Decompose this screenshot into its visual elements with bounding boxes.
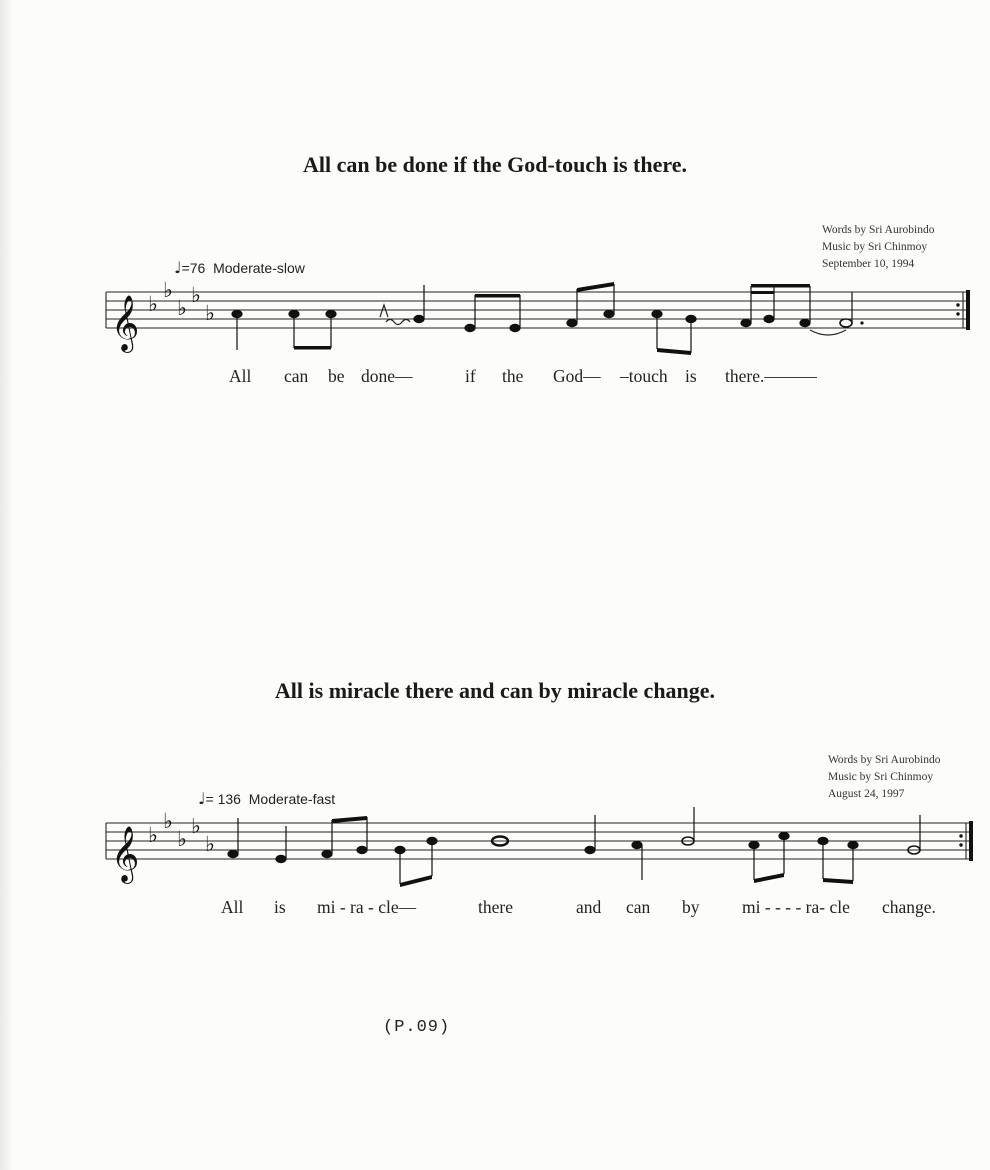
lyric-syllable: done— <box>361 366 413 386</box>
svg-text:♭: ♭ <box>148 823 158 847</box>
lyric-syllable: is <box>274 897 286 917</box>
svg-text:♭: ♭ <box>191 283 201 307</box>
svg-text:♭: ♭ <box>163 809 173 833</box>
music-credit: Music by Sri Chinmoy <box>828 771 934 783</box>
lyric-syllable: mi - - - - ra- cle <box>742 897 850 917</box>
words-credit: Words by Sri Aurobindo <box>828 754 941 766</box>
lyric-syllable: God— <box>553 366 601 386</box>
lyric-syllable: mi - ra - cle— <box>317 897 417 917</box>
lyric-syllable: –touch <box>620 366 668 386</box>
svg-text:♭: ♭ <box>148 292 158 316</box>
treble-clef-icon: 𝄞 <box>111 826 140 882</box>
treble-clef-icon: 𝄞 <box>111 295 140 351</box>
svg-text:♭: ♭ <box>205 832 215 856</box>
svg-text:♭: ♭ <box>205 301 215 325</box>
page-number: (P.09) <box>383 1018 451 1037</box>
svg-text:♭: ♭ <box>177 296 187 320</box>
song-title: All is miracle there and can by miracle change. <box>274 678 716 703</box>
lyric-syllable: by <box>682 897 700 917</box>
repeat-dot <box>959 834 962 837</box>
music-credit: Music by Sri Chinmoy <box>822 241 928 253</box>
song-title: All can be done if the God-touch is there. <box>303 152 687 177</box>
repeat-dot <box>959 843 962 846</box>
lyric-syllable: there <box>478 897 513 917</box>
svg-text:♭: ♭ <box>163 278 173 302</box>
notes <box>228 807 920 887</box>
lyric-syllable: and <box>576 897 602 917</box>
lyric-syllable: be <box>328 366 345 386</box>
lyric-syllable: All <box>221 897 244 917</box>
lyric-syllable: All <box>229 366 252 386</box>
lyric-syllable: can <box>284 366 309 386</box>
dotted-quarter-note-icon: ♩ <box>174 258 182 277</box>
composition-date: September 10, 1994 <box>822 258 915 270</box>
lyric-syllable: is <box>685 366 697 386</box>
quarter-note-icon: ♩ <box>198 789 206 808</box>
words-credit: Words by Sri Aurobindo <box>822 224 935 236</box>
final-barline <box>969 821 973 861</box>
composition-date: August 24, 1997 <box>828 788 905 800</box>
lyric-syllable: can <box>626 897 651 917</box>
svg-text:♭: ♭ <box>177 827 187 851</box>
lyric-syllable: there.——— <box>725 366 817 386</box>
lyric-syllable: if <box>465 366 476 386</box>
svg-text:♭: ♭ <box>191 814 201 838</box>
tempo-term: Moderate-fast <box>248 791 336 807</box>
tempo-term: Moderate-slow <box>213 260 305 276</box>
lyric-syllable: change. <box>882 897 936 917</box>
lyric-syllable: the <box>502 366 524 386</box>
tempo-bpm: =76 <box>181 260 206 276</box>
tempo-bpm: = 136 <box>205 791 241 807</box>
